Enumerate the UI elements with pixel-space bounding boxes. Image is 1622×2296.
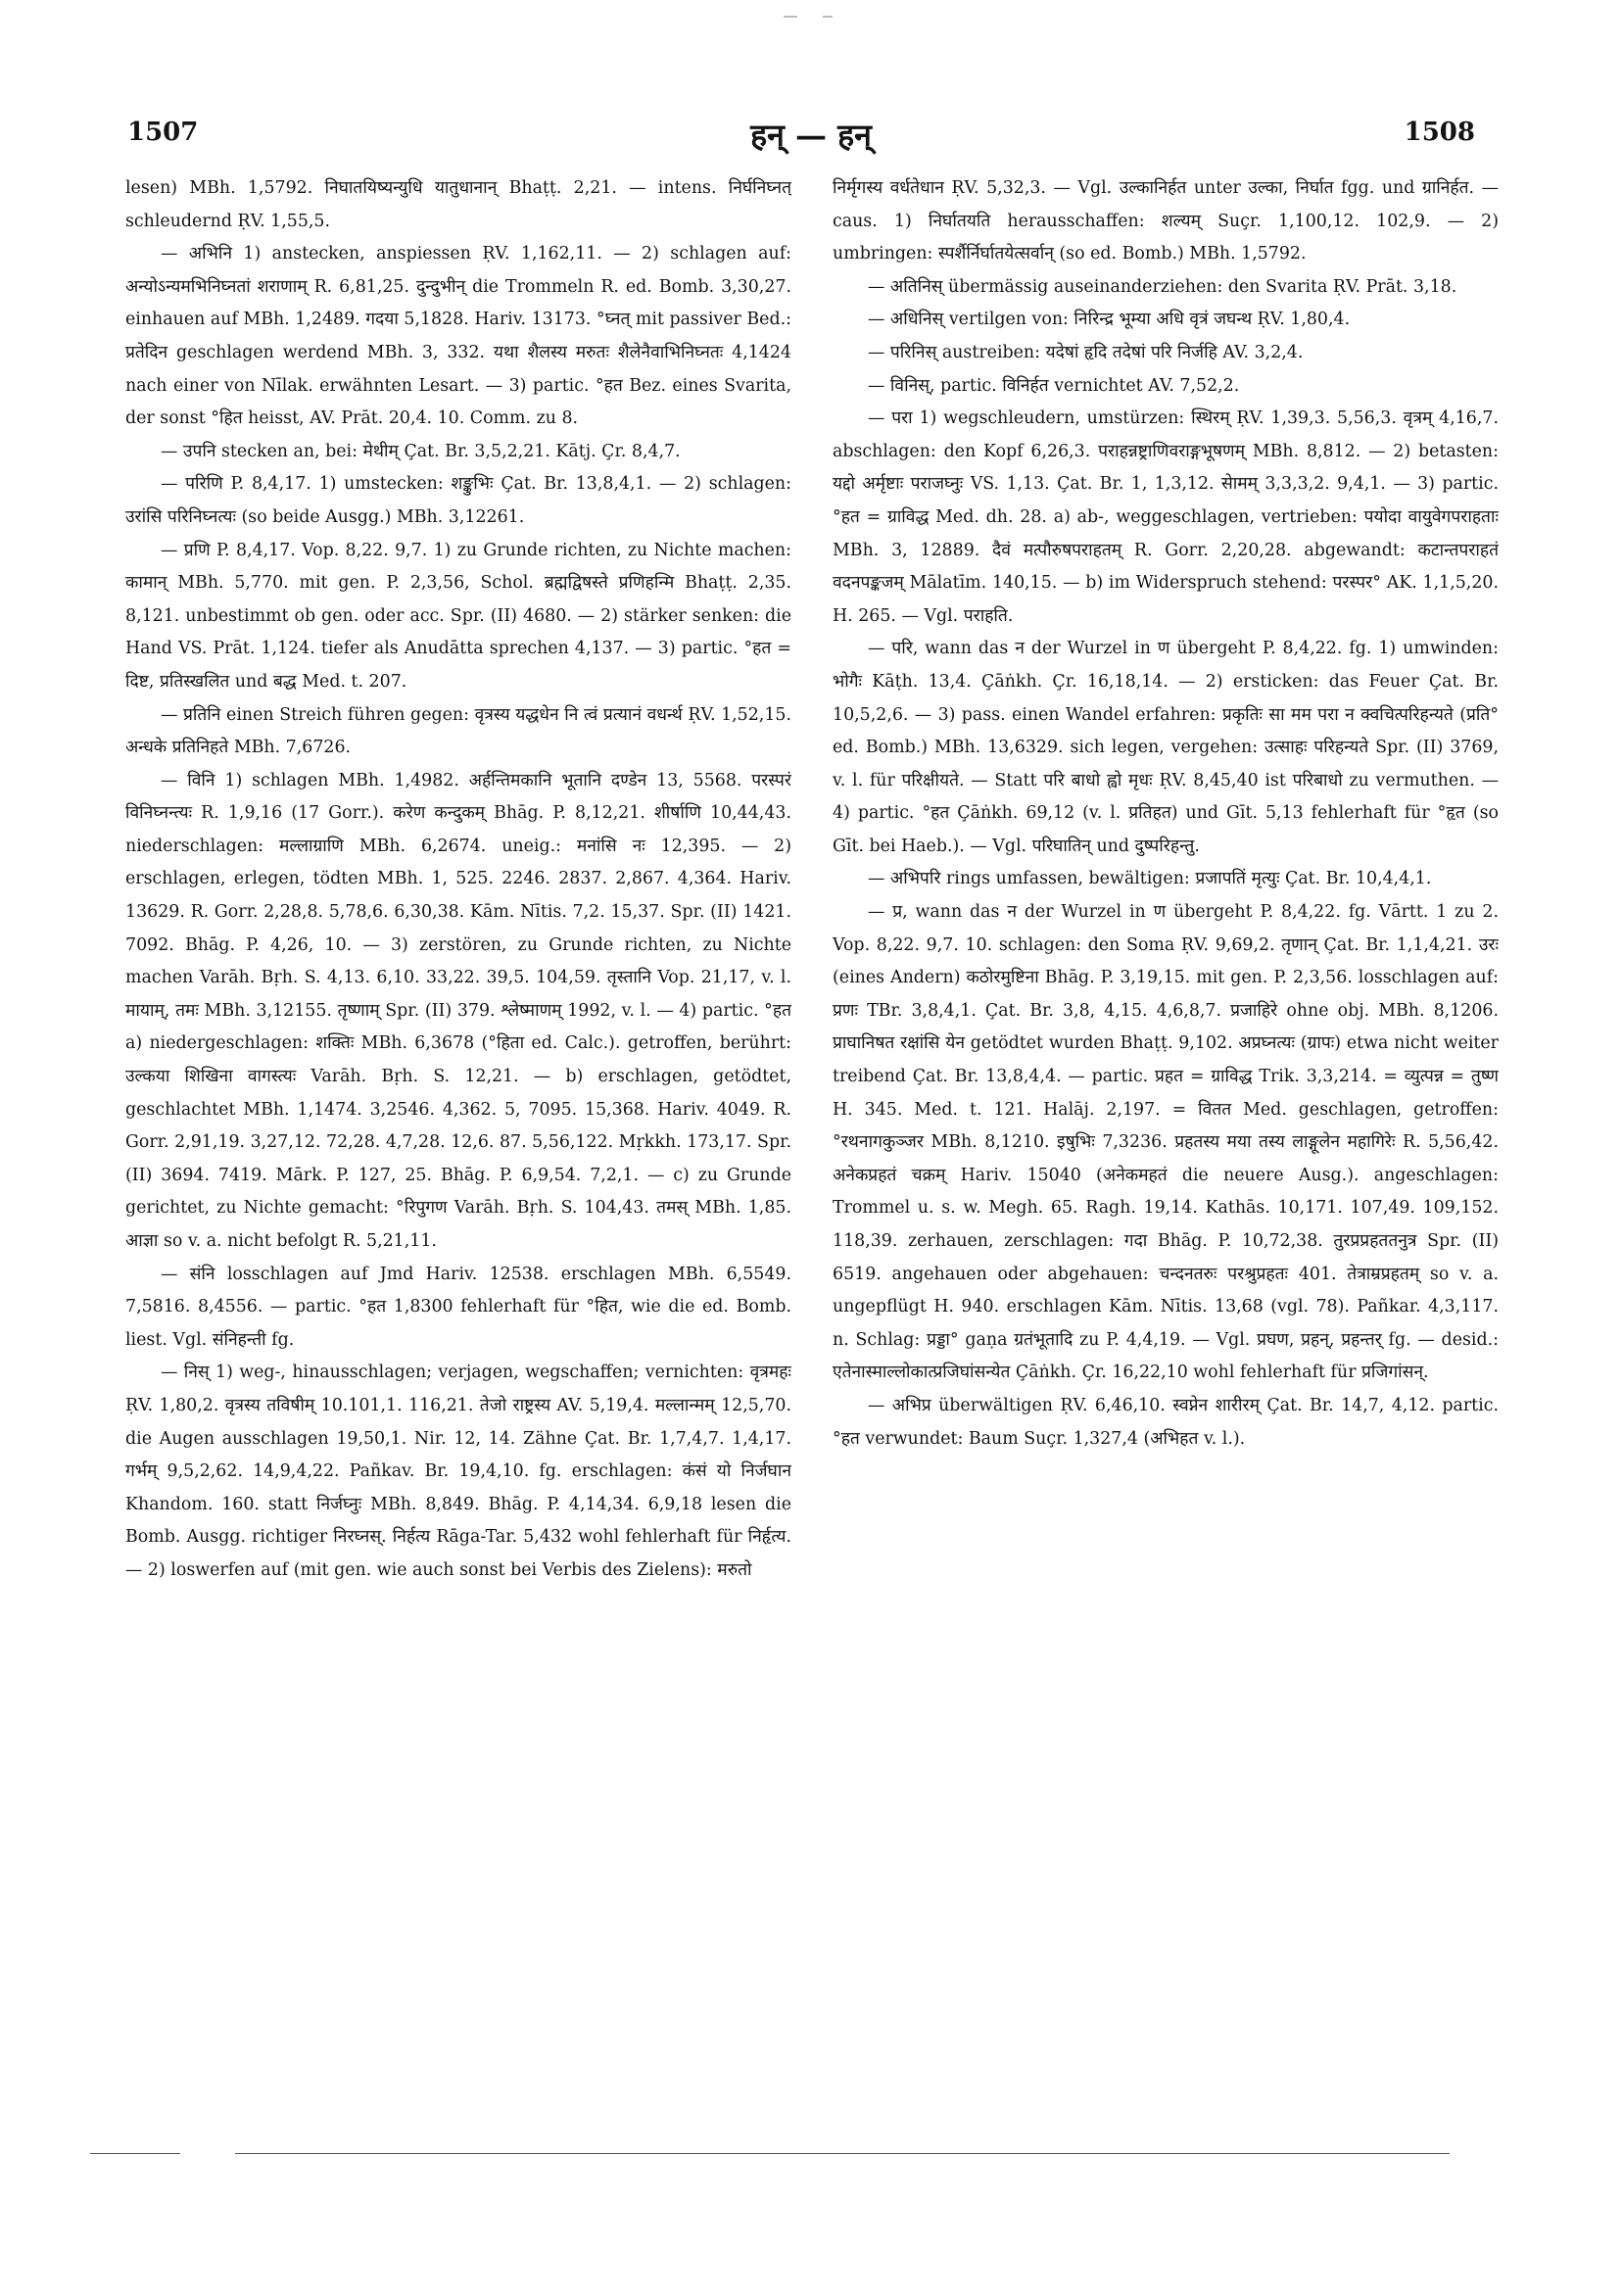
page-number-right: 1508 (1404, 118, 1475, 147)
page-number-left: 1507 (127, 118, 199, 147)
scan-mark (823, 16, 833, 18)
entry-paragraph: — परि, wann das न der Wurzel in ण übergeht P. 8,4,22. fg. 1) umwinden: भोगैः Kāṭh. 13,4. Çāṅkh. Çr. 16,18,14. — 2) ersticken: das Feuer Çat. Br. 10,5,2,6. — 3) pass. einen Wandel erfahren: प्रकृतिः सा मम परा न क्वचित्परिहन्यते (प्रति° ed. Bomb.) MBh. 13,6329. sich legen, vergehen: उत्साहः परिहन्यते Spr. (II) 3769, v. l. für परिक्षीयते. — Statt परि बाधो ह्वो मृधः ṚV. 8,45,40 ist परिबाधो zu vermuthen. — 4) partic. °हत Çāṅkh. 69,12 (v. l. प्रतिहत) und Gīt. 5,13 fehlerhaft für °हृत (so Gīt. bei Haeb.). — Vgl. परिघातिन् und दुष्परिहन्तु. (833, 639, 1499, 856)
footer-rule (90, 2153, 180, 2154)
entry-paragraph: — अभिप्र überwältigen ṚV. 6,46,10. स्वप्नेन शारीरम् Çat. Br. 14,7, 4,12. partic. °हत verwundet: Baum Suçr. 1,327,4 (अभिहत v. l.). (833, 1395, 1499, 1449)
entry-paragraph: — विनि 1) schlagen MBh. 1,4982. अर्हन्तिमकानि भूतानि दण्डेन 13, 5568. परस्परं विनिघ्नन्त्यः R. 1,9,16 (17 Gorr.). करेण कन्दुकम् Bhāg. P. 8,12,21. शीर्षाणि 10,44,43. niederschlagen: मल्लाग्राणि MBh. 6,2674. uneig.: मनांसि नः 12,395. — 2) erschlagen, erlegen, tödten MBh. 1, 525. 2246. 2837. 2,867. 4,364. Hariv. 13629. R. Gorr. 2,28,8. 5,78,6. 6,30,38. Kām. Nītis. 7,2. 15,37. Spr. (II) 1421. 7092. Bhāg. P. 4,26, 10. — 3) zerstören, zu Grunde richten, zu Nichte machen Varāh. Bṛh. S. 4,13. 6,10. 33,22. 39,5. 104,59. तृस्तानि Vop. 21,17, v. l. मायाम्, तमः MBh. 3,12155. तृष्णाम् Spr. (II) 379. श्लेष्माणम् 1992, v. l. — 4) partic. °हत a) niedergeschlagen: शक्तिः MBh. 6,3678 (°हिता ed. Calc.). getroffen, berührt: उल्कया शिखिना वागस्त्यः Varāh. Bṛh. S. 12,21. — b) erschlagen, getödtet, geschlachtet MBh. 1,1474. 3,2546. 4,362. 5, 7095. 15,368. Hariv. 4049. R. Gorr. 2,91,19. 3,27,12. 72,28. 4,7,28. 12,6. 87. 5,56,122. Mṛkkh. 173,17. Spr. (II) 3694. 7419. Mārk. P. 127, 25. Bhāg. P. 6,9,54. 7,2,1. — c) zu Grunde gerichtet, zu Nichte gemacht: °रिपुगण Varāh. Bṛh. S. 104,43. तमस् MBh. 1,85. आज्ञा so v. a. nicht befolgt R. 5,21,11. (125, 770, 791, 1251)
entry-paragraph: — प्र, wann das न der Wurzel in ण übergeht P. 8,4,22. fg. Vārtt. 1 zu 2. Vop. 8,22. 9,7. 10. schlagen: den Soma ṚV. 9,69,2. तृणान् Çat. Br. 1,1,4,21. उरः (eines Andern) कठोरमुष्टिना Bhāg. P. 3,19,15. mit gen. P. 2,3,56. losschlagen auf: प्रणः TBr. 3,8,4,1. Çat. Br. 3,8, 4,15. 4,6,8,7. प्रजाहिरे ohne obj. MBh. 8,1206. प्राघानिषत रक्षांसि येन getödtet wurden Bhaṭṭ. 9,102. अप्रघ्नत्यः (ग्रापः) etwa nicht weiter treibend Çat. Br. 13,8,4,4. — partic. प्रहत = ग्राविद्ध Trik. 3,3,214. = व्युत्पन्न = तुष्ण H. 345. Med. t. 121. Halāj. 2,197. = वितत Med. geschlagen, getroffen: °रथनागकुञ्जर MBh. 8,1210. इषुभिः 7,3236. प्रहतस्य मया तस्य लाङ्गूलेन महागिरेः R. 5,56,42. अनेकप्रहतं चक्रम् Hariv. 15040 (अनेकमहतं die neuere Ausg.). angeschlagen: Trommel u. s. w. Megh. 65. Ragh. 19,14. Kathās. 10,171. 107,49. 109,152. 118,39. zerhauen, zerschlagen: गदा Bhāg. P. 10,72,38. तुरप्रप्रहततनुत्र Spr. (II) 6519. angehauen oder abgehauen: चन्दनतरुः परश्रुप्रहतः 401. तेत्राम्रप्रहतम् so v. a. ungepflügt H. 940. erschlagen Kām. Nītis. 13,68 (vgl. 78). Pañkar. 4,3,117. n. Schlag: प्रड्डा° gaṇa ग्रतंभूतादि zu P. 4,4,19. — Vgl. प्रघण, प्रहन्, प्रहन्तर् fg. — desid.: एतेनास्माल्लोकात्प्रजिघांसन्येत Çāṅkh. Çr. 16,22,10 wohl fehlerhaft für प्रजिगांसन्. (833, 902, 1499, 1383)
entry-paragraph: — निस् 1) weg-, hinausschlagen; verjagen, wegschaffen; vernichten: वृत्रमहः ṚV. 1,80,2. वृत्रस्य तविषीम् 10.101,1. 116,21. तेजो राष्ट्रस्य AV. 5,19,4. मल्लान्मम् 12,5,70. die Augen ausschlagen 19,50,1. Nir. 12, 14. Zähne Çat. Br. 1,7,4,7. 1,4,17. गर्भम् 9,5,2,62. 14,9,4,22. Pañkav. Br. 19,4,10. fg. erschlagen: कंसं यो निर्जघान Khandom. 160. statt निर्जघ्नुः MBh. 8,849. Bhāg. P. 4,14,34. 6,9,18 lesen die Bomb. Ausgg. richtiger निरघ्नस्. निर्हत्य Rāga-Tar. 5,432 wohl fehlerhaft für निर्हृत्य. — 2) loswerfen auf (mit gen. wie auch sonst bei Verbis des Zielens): मरुतो (125, 1363, 791, 1580)
entry-paragraph: — परिनिस् austreiben: यदेषां हृदि तदेषां परि निर्जहि AV. 3,2,4. (868, 342, 1304, 362)
entry-paragraph: — प्रतिनि einen Streich führen gegen: वृत्रस्य यद्धधेन नि त्वं प्रत्यानं वधर्न्थ ṚV. 1,52,15. अन्धके प्रतिनिहते MBh. 7,6726. (125, 704, 791, 758)
entry-paragraph: — अधिनिस् vertilgen von: निरिन्द्र भूम्या अधि वृत्रं जघन्थ ṚV. 1,80,4. (868, 310, 1351, 330)
entry-paragraph: — उपनि stecken an, bei: मेथीम् Çat. Br. 3,5,2,21. Kātj. Çr. 8,4,7. (161, 441, 681, 461)
entry-paragraph: — संनि losschlagen auf Jmd Hariv. 12538. erschlagen MBh. 6,5549. 7,5816. 8,4556. — partic. °हत 1,8300 fehlerhaft für °हित, wie die ed. Bomb. liest. Vgl. संनिहन्ती fg. (125, 1264, 791, 1350)
footer-rule (235, 2153, 1450, 2154)
entry-paragraph: — विनिस्, partic. विनिर्हत vernichtet AV. 7,52,2. (868, 375, 1240, 396)
entry-paragraph: — अभिनि 1) anstecken, anspiessen ṚV. 1,162,11. — 2) schlagen auf: अन्योऽन्यमभिनिघ्नतां शराणाम् R. 6,81,25. दुन्दुभीन् die Trommeln R. ed. Bomb. 3,30,27. einhauen auf MBh. 1,2489. गदया 5,1828. Hariv. 13173. °घ्नत् mit passiver Bed.: प्रतेदिन geschlagen werdend MBh. 3, 332. यथा शैलस्य मरुतः शैलेनैवाभिनिघ्नतः 4,1424 nach einer von Nīlak. erwähnten Lesart. — 3) partic. °हत Bez. eines Svarita, der sonst °हित heisst, AV. Prāt. 20,4. 10. Comm. zu 8. (125, 244, 791, 429)
entry-paragraph: — प्रणि P. 8,4,17. Vop. 8,22. 9,7. 1) zu Grunde richten, zu Nichte machen: कामान् MBh. 5,770. mit gen. P. 2,3,56, Schol. ब्रह्मद्विषस्ते प्रणिहन्मि Bhaṭṭ. 2,35. 8,121. unbestimmt ob gen. oder acc. Spr. (II) 4680. — 2) stärker senken: die Hand VS. Prāt. 1,124. tiefer als Anudātta sprechen 4,137. — 3) partic. °हत = दिष्ट, प्रतिस्खलित und बद्ध Med. t. 207. (125, 540, 791, 692)
running-head: हन् — हन् (750, 117, 872, 154)
left-column (125, 172, 791, 2053)
scan-mark (784, 16, 797, 18)
entry-paragraph: — परिणि P. 8,4,17. 1) umstecken: शङ्कुभिः Çat. Br. 13,8,4,1. — 2) schlagen: उरांसि परिनिघ्नत्यः (so beide Ausgg.) MBh. 3,12261. (125, 474, 791, 527)
right-column (833, 172, 1499, 2053)
entry-paragraph: lesen) MBh. 1,5792. निघातयिष्यन्युधि यातुधानान् Bhaṭṭ. 2,21. — intens. निर्घनिघ्नत् schleudernd ṚV. 1,55,5. (125, 178, 791, 231)
entry-paragraph: निर्मृगस्य वर्धतेधान ṚV. 5,32,3. — Vgl. उल्कानिर्हत unter उल्का, निर्घात fgg. und ग्रानिर्हत. — caus. 1) निर्घातयति herausschaffen: शल्यम् Suçr. 1,100,12. 102,9. — 2) umbringen: स्पर्शैर्निर्घातयेत्सर्वान् (so ed. Bomb.) MBh. 1,5792. (833, 178, 1499, 264)
entry-paragraph: — परा 1) wegschleudern, umstürzen: स्थिरम् ṚV. 1,39,3. 5,56,3. वृत्रम् 4,16,7. abschlagen: den Kopf 6,26,3. पराहन्नष्ट्राणिवराङ्गभूषणम् MBh. 8,812. — 2) betasten: यद्दो अर्मृष्टाः पराजघ्नुः VS. 1,13. Çat. Br. 1, 1,3,12. सेामम् 3,3,3,2. 9,4,1. — 3) partic. °हत = ग्राविद्ध Med. dh. 28. a) ab-, weggeschlagen, vertrieben: पयोदा वायुवेगपराहताः MBh. 3, 12889. दैवं मत्पौरुषपराहतम् R. Gorr. 2,20,28. abgewandt: कटान्तपराहतं वदनपङ्कजम् Mālatīm. 140,15. — b) im Widerspruch stehend: परस्पर° AK. 1,1,5,20. H. 265. — Vgl. पराहति. (833, 408, 1499, 626)
entry-paragraph: — अभिपरि rings umfassen, bewältigen: प्रजापतिं मृत्युः Çat. Br. 10,4,4,1. (868, 869, 1432, 889)
entry-paragraph: — अतिनिस् übermässig auseinanderziehen: den Svarita ṚV. Prāt. 3,18. (868, 276, 1457, 297)
